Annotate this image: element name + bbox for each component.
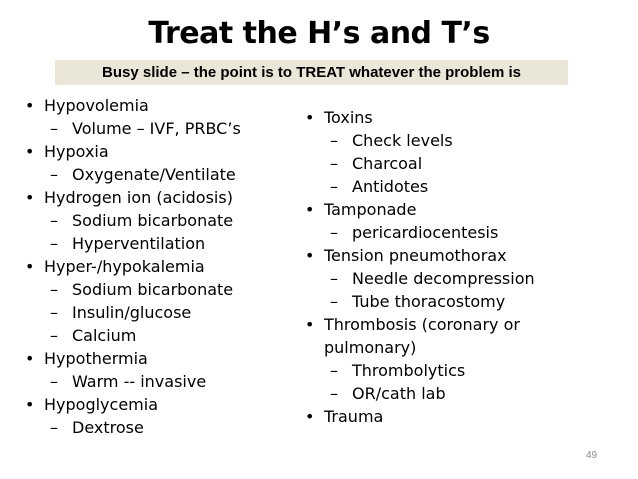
sub-bullet-label: Volume – IVF, PRBC’s — [72, 119, 241, 138]
sub-bullet-item — [20, 278, 305, 301]
sub-bullet-item — [20, 416, 305, 439]
sub-bullet-item — [20, 324, 305, 347]
dash-glyph: – — [330, 384, 338, 403]
dash-glyph: – — [50, 165, 58, 184]
bullet-glyph: • — [305, 108, 315, 127]
sub-bullet-item — [300, 175, 600, 198]
sub-bullet-label: Sodium bicarbonate — [72, 211, 234, 230]
bullet-glyph: • — [25, 188, 35, 207]
dash-glyph: – — [50, 303, 58, 322]
sub-bullet-item — [300, 267, 600, 290]
sub-bullet-label: OR/cath lab — [352, 384, 446, 403]
dash-glyph: – — [50, 234, 58, 253]
bullet-item — [20, 186, 305, 209]
sub-bullet-item — [20, 163, 305, 186]
dash-glyph: – — [50, 280, 58, 299]
sub-bullet-item — [300, 221, 600, 244]
dash-glyph: – — [50, 211, 58, 230]
bullet-glyph: • — [25, 96, 35, 115]
dash-glyph: – — [330, 154, 338, 173]
sub-bullet-item — [20, 301, 305, 324]
sub-bullet-item — [300, 129, 600, 152]
sub-bullet-item — [300, 359, 600, 382]
banner-text: Busy slide – the point is to TREAT whatever the problem is — [102, 64, 521, 81]
dash-glyph: – — [330, 292, 338, 311]
sub-bullet-label: Warm -- invasive — [72, 372, 207, 391]
bullet-label: Hypothermia — [44, 349, 148, 368]
bullet-label: Thrombosis (coronary or pulmonary) — [324, 315, 520, 357]
bullet-item — [20, 347, 305, 370]
bullet-item — [20, 94, 305, 117]
dash-glyph: – — [330, 177, 338, 196]
bullet-item — [20, 393, 305, 416]
sub-bullet-label: Thrombolytics — [352, 361, 466, 380]
bullet-glyph: • — [25, 395, 35, 414]
sub-bullet-label: Charcoal — [352, 154, 423, 173]
dash-glyph: – — [50, 418, 58, 437]
sub-bullet-item — [20, 232, 305, 255]
bullet-glyph: • — [25, 349, 35, 368]
right-bullet-list — [300, 106, 600, 428]
bullet-item — [300, 106, 600, 129]
dash-glyph: – — [330, 131, 338, 150]
sub-bullet-label: Tube thoracostomy — [352, 292, 506, 311]
bullet-label: Hyper-/hypokalemia — [44, 257, 205, 276]
sub-bullet-item — [300, 382, 600, 405]
sub-bullet-label: pericardiocentesis — [352, 223, 499, 242]
sub-bullet-item — [300, 290, 600, 313]
bullet-item — [300, 198, 600, 221]
left-bullet-list — [20, 94, 305, 439]
bullet-item — [20, 255, 305, 278]
sub-bullet-label: Oxygenate/Ventilate — [72, 165, 236, 184]
sub-bullet-label: Dextrose — [72, 418, 144, 437]
dash-glyph: – — [50, 372, 58, 391]
sub-bullet-item — [20, 370, 305, 393]
sub-bullet-item — [20, 209, 305, 232]
sub-bullet-label: Calcium — [72, 326, 137, 345]
slide-title: Treat the H’s and T’s — [148, 16, 490, 51]
dash-glyph: – — [330, 361, 338, 380]
bullet-label: Trauma — [324, 407, 384, 426]
bullet-glyph: • — [305, 200, 315, 219]
bullet-glyph: • — [25, 142, 35, 161]
dash-glyph: – — [330, 269, 338, 288]
sub-bullet-label: Antidotes — [352, 177, 429, 196]
bullet-label: Tamponade — [324, 200, 417, 219]
bullet-glyph: • — [25, 257, 35, 276]
bullet-label: Hypoglycemia — [44, 395, 158, 414]
bullet-item — [300, 313, 569, 359]
bullet-label: Hypovolemia — [44, 96, 149, 115]
sub-bullet-label: Hyperventilation — [72, 234, 206, 253]
dash-glyph: – — [50, 119, 58, 138]
bullet-label: Toxins — [324, 108, 373, 127]
bullet-glyph: • — [305, 315, 315, 334]
dash-glyph: – — [330, 223, 338, 242]
sub-bullet-item — [300, 152, 600, 175]
bullet-glyph: • — [305, 407, 315, 426]
bullet-label: Tension pneumothorax — [324, 246, 507, 265]
bullet-item — [300, 405, 600, 428]
bullet-item — [300, 244, 600, 267]
sub-bullet-item — [20, 117, 305, 140]
bullet-item — [20, 140, 305, 163]
bullet-label: Hypoxia — [44, 142, 109, 161]
banner — [55, 60, 568, 85]
sub-bullet-label: Needle decompression — [352, 269, 535, 288]
sub-bullet-label: Insulin/glucose — [72, 303, 192, 322]
bullet-glyph: • — [305, 246, 315, 265]
sub-bullet-label: Check levels — [352, 131, 453, 150]
bullet-label: Hydrogen ion (acidosis) — [44, 188, 233, 207]
sub-bullet-label: Sodium bicarbonate — [72, 280, 234, 299]
dash-glyph: – — [50, 326, 58, 345]
page-number: 49 — [586, 450, 598, 461]
